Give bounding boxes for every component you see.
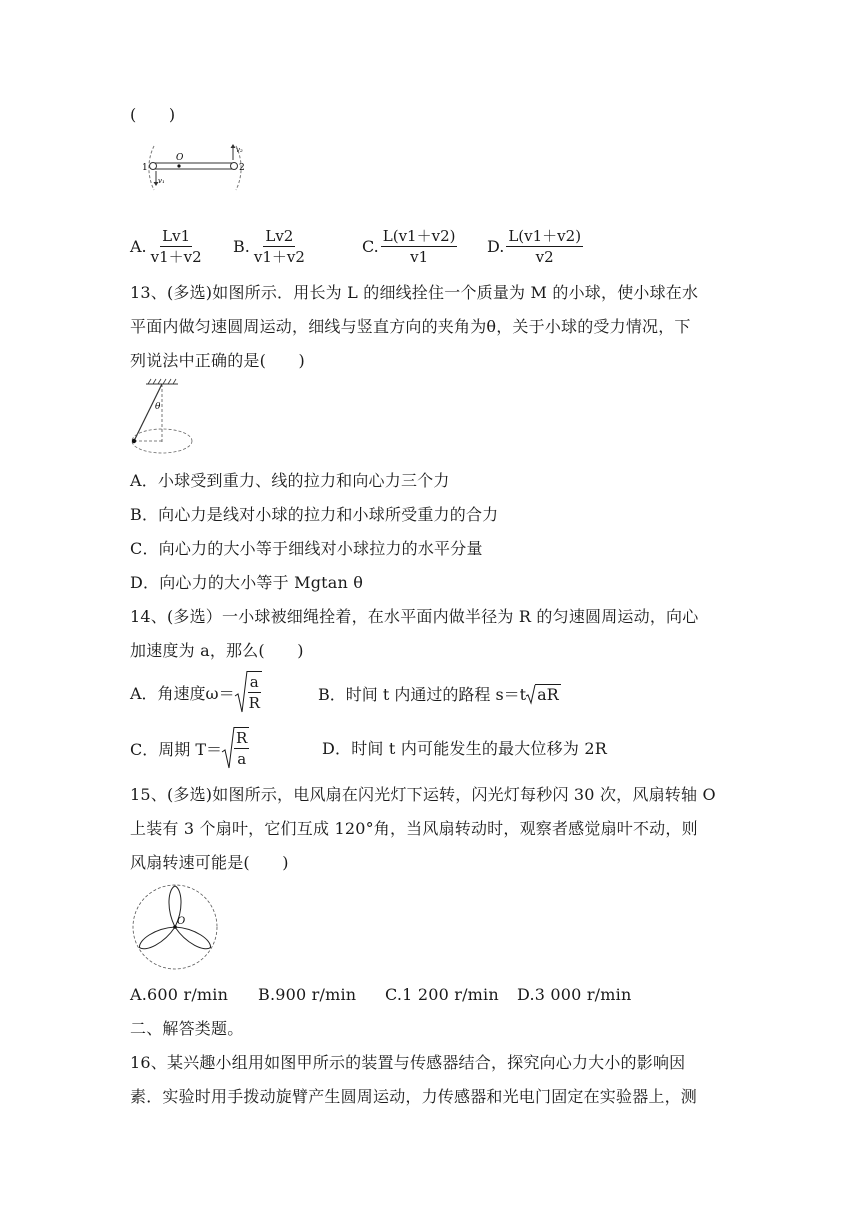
q12-option-d[interactable]: D. $\frac{L(v1+v2)}{v2}$ [487,227,582,266]
q14-option-d[interactable]: D．时间 t 内可能发生的最大位移为 2R [322,739,607,758]
radical-sign-icon [235,670,247,714]
q15-figure-axis-label: O [177,916,186,927]
q12-figure-end1-label: 1 [142,163,148,173]
q13-stem-line1: 13、(多选)如图所示．用长为 L 的细线拴住一个质量为 M 的小球，使小球在水 [130,283,699,302]
q13-option-a[interactable]: A．小球受到重力、线的拉力和向心力三个力 [130,471,450,490]
q15-option-d[interactable]: D.3 000 r/min [517,985,632,1004]
q14-stem-line1: 14、(多选）一小球被细绳拴着，在水平面内做半径为 R 的匀速圆周运动，向心 [130,607,699,626]
q12-option-b[interactable]: B. $\frac{Lv2}{v1+v2}$ [233,227,305,266]
q13-option-b[interactable]: B．向心力是线对小球的拉力和小球所受重力的合力 [130,505,499,524]
q14-option-b[interactable]: B．时间 t 内通过的路程 s＝t aR [318,684,559,704]
radical-sign-icon [526,684,535,704]
q15-stem-line3: 风扇转速可能是( ) [130,853,289,872]
q13-stem-line2: 平面内做匀速圆周运动，细线与竖直方向的夹角为θ，关于小球的受力情况，下 [130,317,691,336]
q12-option-a[interactable]: A. $\frac{Lv1}{v1+v2}$ [130,227,202,266]
q16-stem-line1: 16、某兴趣小组用如图甲所示的装置与传感器结合，探究向心力大小的影响因 [130,1053,686,1072]
q14-option-a[interactable]: A．角速度ω＝ $\frac{a}{R}$ [130,670,264,714]
q12-option-c[interactable]: C. $\frac{L(v1+v2)}{v1}$ [362,227,456,266]
q15-stem-line1: 15、(多选)如图所示，电风扇在闪光灯下运转，闪光灯每秒闪 30 次，风扇转轴 O [130,785,716,804]
radical-sign-icon [222,726,234,770]
q13-stem-line3: 列说法中正确的是( ) [130,351,305,370]
q12-answer-paren: ( ) [130,105,176,124]
q15-option-a[interactable]: A.600 r/min [130,985,229,1004]
q13-option-c[interactable]: C．向心力的大小等于细线对小球拉力的水平分量 [130,539,483,558]
q15-figure-fan [130,884,220,974]
q13-figure-conical-pendulum [128,378,200,458]
q12-figure-end2-label: 2 [239,163,245,173]
q16-stem-line2: 素．实验时用手拨动旋臂产生圆周运动，力传感器和光电门固定在实验器上，测 [130,1087,698,1106]
q13-figure-angle-label: θ [155,402,161,412]
q14-option-c[interactable]: C．周期 T＝ $\frac{R}{a}$ [130,726,251,770]
q15-option-c[interactable]: C.1 200 r/min [385,985,499,1004]
q13-option-d[interactable]: D．向心力的大小等于 Mgtan θ [130,573,364,592]
q12-figure-rod [140,140,250,200]
q15-stem-line2: 上装有 3 个扇叶，它们互成 120°角，当风扇转动时，观察者感觉扇叶不动，则 [130,819,698,838]
section-heading: 二、解答类题。 [130,1019,244,1038]
q12-figure-v2-label: v₂ [236,146,243,154]
q12-figure-pivot-label: O [176,153,184,163]
q15-option-b[interactable]: B.900 r/min [258,985,357,1004]
q14-stem-line2: 加速度为 a，那么( ) [130,641,304,660]
q12-figure-v1-label: v₁ [158,177,165,185]
